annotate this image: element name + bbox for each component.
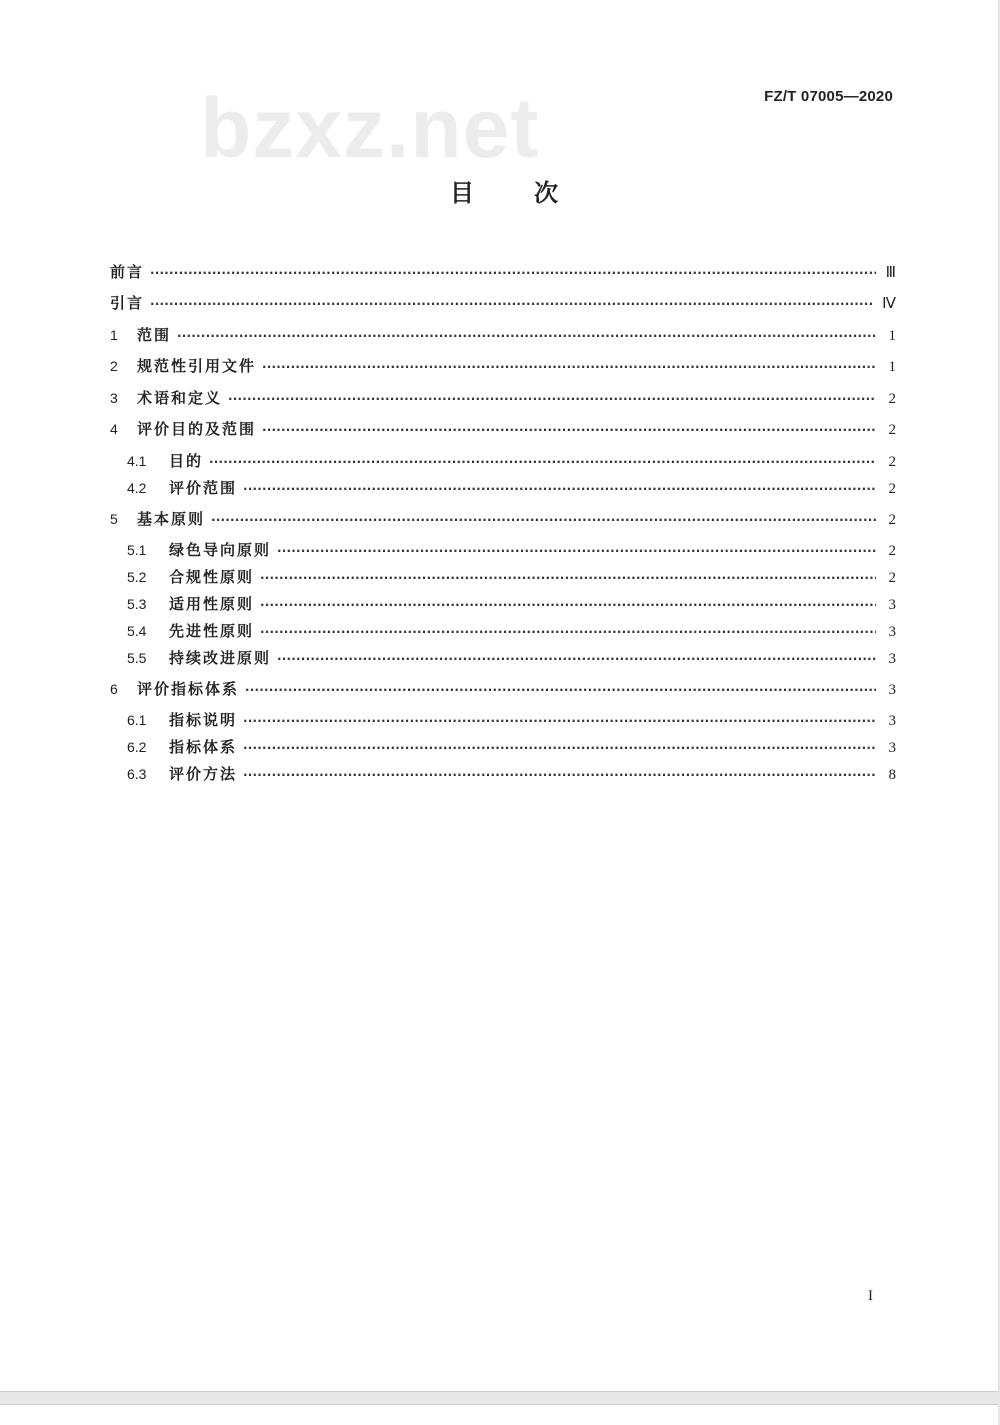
toc-entry[interactable] [127, 764, 896, 785]
toc-entry-label: 规范性引用文件 [137, 357, 257, 375]
toc-entry[interactable] [110, 262, 896, 283]
toc-entry-page: 3 [888, 713, 896, 729]
toc-entry-label: 合规性原则 [169, 568, 255, 586]
dot-leader [150, 294, 874, 314]
dot-leader [245, 680, 876, 700]
toc-entry-label: 评价目的及范围 [137, 420, 257, 438]
toc-entry-page: 8 [888, 767, 896, 783]
toc-entry[interactable] [110, 325, 896, 346]
toc-entry[interactable] [110, 419, 896, 440]
watermark: bzxz.net [200, 81, 540, 175]
dot-leader [262, 420, 876, 440]
dot-leader [177, 326, 876, 346]
dot-leader [243, 738, 876, 758]
toc-entry-page: Ⅳ [882, 296, 896, 312]
toc-entry[interactable] [110, 356, 896, 377]
toc-entry[interactable] [127, 710, 896, 731]
toc-entry-number: 5 [110, 511, 118, 527]
toc-entry-label: 指标说明 [169, 711, 238, 729]
dot-leader [260, 568, 876, 588]
toc-entry-label: 范围 [137, 326, 172, 344]
toc-entry-label: 引言 [110, 294, 145, 312]
toc-entry-number: 5.5 [127, 650, 147, 666]
toc-entry[interactable] [110, 293, 896, 314]
toc-entry-page: 2 [888, 512, 896, 528]
dot-leader [243, 479, 876, 499]
document-number: FZ/T 07005—2020 [764, 88, 893, 105]
toc-entry[interactable] [127, 540, 896, 561]
toc-entry-label: 前言 [110, 263, 145, 281]
toc-entry-number: 4.2 [127, 480, 147, 496]
toc-entry[interactable] [127, 478, 896, 499]
toc-entry[interactable] [127, 648, 896, 669]
toc-entry-number: 1 [110, 327, 118, 343]
toc-entry[interactable] [127, 451, 896, 472]
toc-entry-page: 2 [888, 454, 896, 470]
toc-entry[interactable] [127, 621, 896, 642]
toc-entry-label: 基本原则 [137, 510, 206, 528]
toc-entry-number: 4 [110, 421, 118, 437]
title-char: 目 [450, 179, 474, 207]
title-char: 次 [534, 179, 558, 207]
toc-entry[interactable] [110, 679, 896, 700]
dot-leader [228, 389, 876, 409]
toc-entry-label: 术语和定义 [137, 389, 223, 407]
toc-entry-number: 2 [110, 358, 118, 374]
toc-entry-number: 6.3 [127, 766, 147, 782]
page-title [450, 178, 558, 208]
toc-entry-label: 适用性原则 [169, 595, 255, 613]
toc-entry-label: 持续改进原则 [169, 649, 272, 667]
toc-entry-number: 5.4 [127, 623, 147, 639]
dot-leader [277, 649, 876, 669]
toc-entry-page: Ⅲ [885, 265, 896, 281]
toc-entry-label: 绿色导向原则 [169, 541, 272, 559]
toc-entry-page: 3 [888, 740, 896, 756]
toc-entry-label: 指标体系 [169, 738, 238, 756]
dot-leader [277, 541, 876, 561]
toc-entry-number: 6.1 [127, 712, 147, 728]
toc-entry-page: 2 [888, 391, 896, 407]
toc-entry-page: 3 [888, 651, 896, 667]
toc-entry-number: 3 [110, 390, 118, 406]
dot-leader [260, 622, 876, 642]
toc-entry-number: 6 [110, 681, 118, 697]
toc-entry-page: 2 [888, 422, 896, 438]
toc-entry-number: 5.2 [127, 569, 147, 585]
toc-entry[interactable] [110, 388, 896, 409]
dot-leader [150, 263, 876, 283]
toc-entry-label: 评价指标体系 [137, 680, 240, 698]
dot-leader [243, 765, 876, 785]
toc-entry-label: 先进性原则 [169, 622, 255, 640]
toc-entry-page: 1 [888, 359, 896, 375]
toc-entry-page: 3 [888, 597, 896, 613]
toc-entry-label: 目的 [169, 452, 204, 470]
dot-leader [209, 452, 876, 472]
toc-entry-label: 评价方法 [169, 765, 238, 783]
toc-entry-page: 2 [888, 543, 896, 559]
next-page-edge [0, 1404, 998, 1425]
toc-entry[interactable] [110, 509, 896, 530]
toc-entry-page: 1 [888, 328, 896, 344]
toc-entry-number: 4.1 [127, 453, 147, 469]
dot-leader [262, 357, 876, 377]
toc-entry-number: 5.3 [127, 596, 147, 612]
toc-entry[interactable] [127, 737, 896, 758]
toc-entry-number: 5.1 [127, 542, 147, 558]
toc-entry[interactable] [127, 594, 896, 615]
dot-leader [260, 595, 876, 615]
toc-entry-page: 3 [888, 682, 896, 698]
toc-entry-page: 2 [888, 570, 896, 586]
page-number: I [868, 1288, 873, 1304]
toc-entry[interactable] [127, 567, 896, 588]
toc-entry-label: 评价范围 [169, 479, 238, 497]
toc-entry-page: 2 [888, 481, 896, 497]
toc-entry-number: 6.2 [127, 739, 147, 755]
dot-leader [243, 711, 876, 731]
dot-leader [211, 510, 876, 530]
toc-entry-page: 3 [888, 624, 896, 640]
